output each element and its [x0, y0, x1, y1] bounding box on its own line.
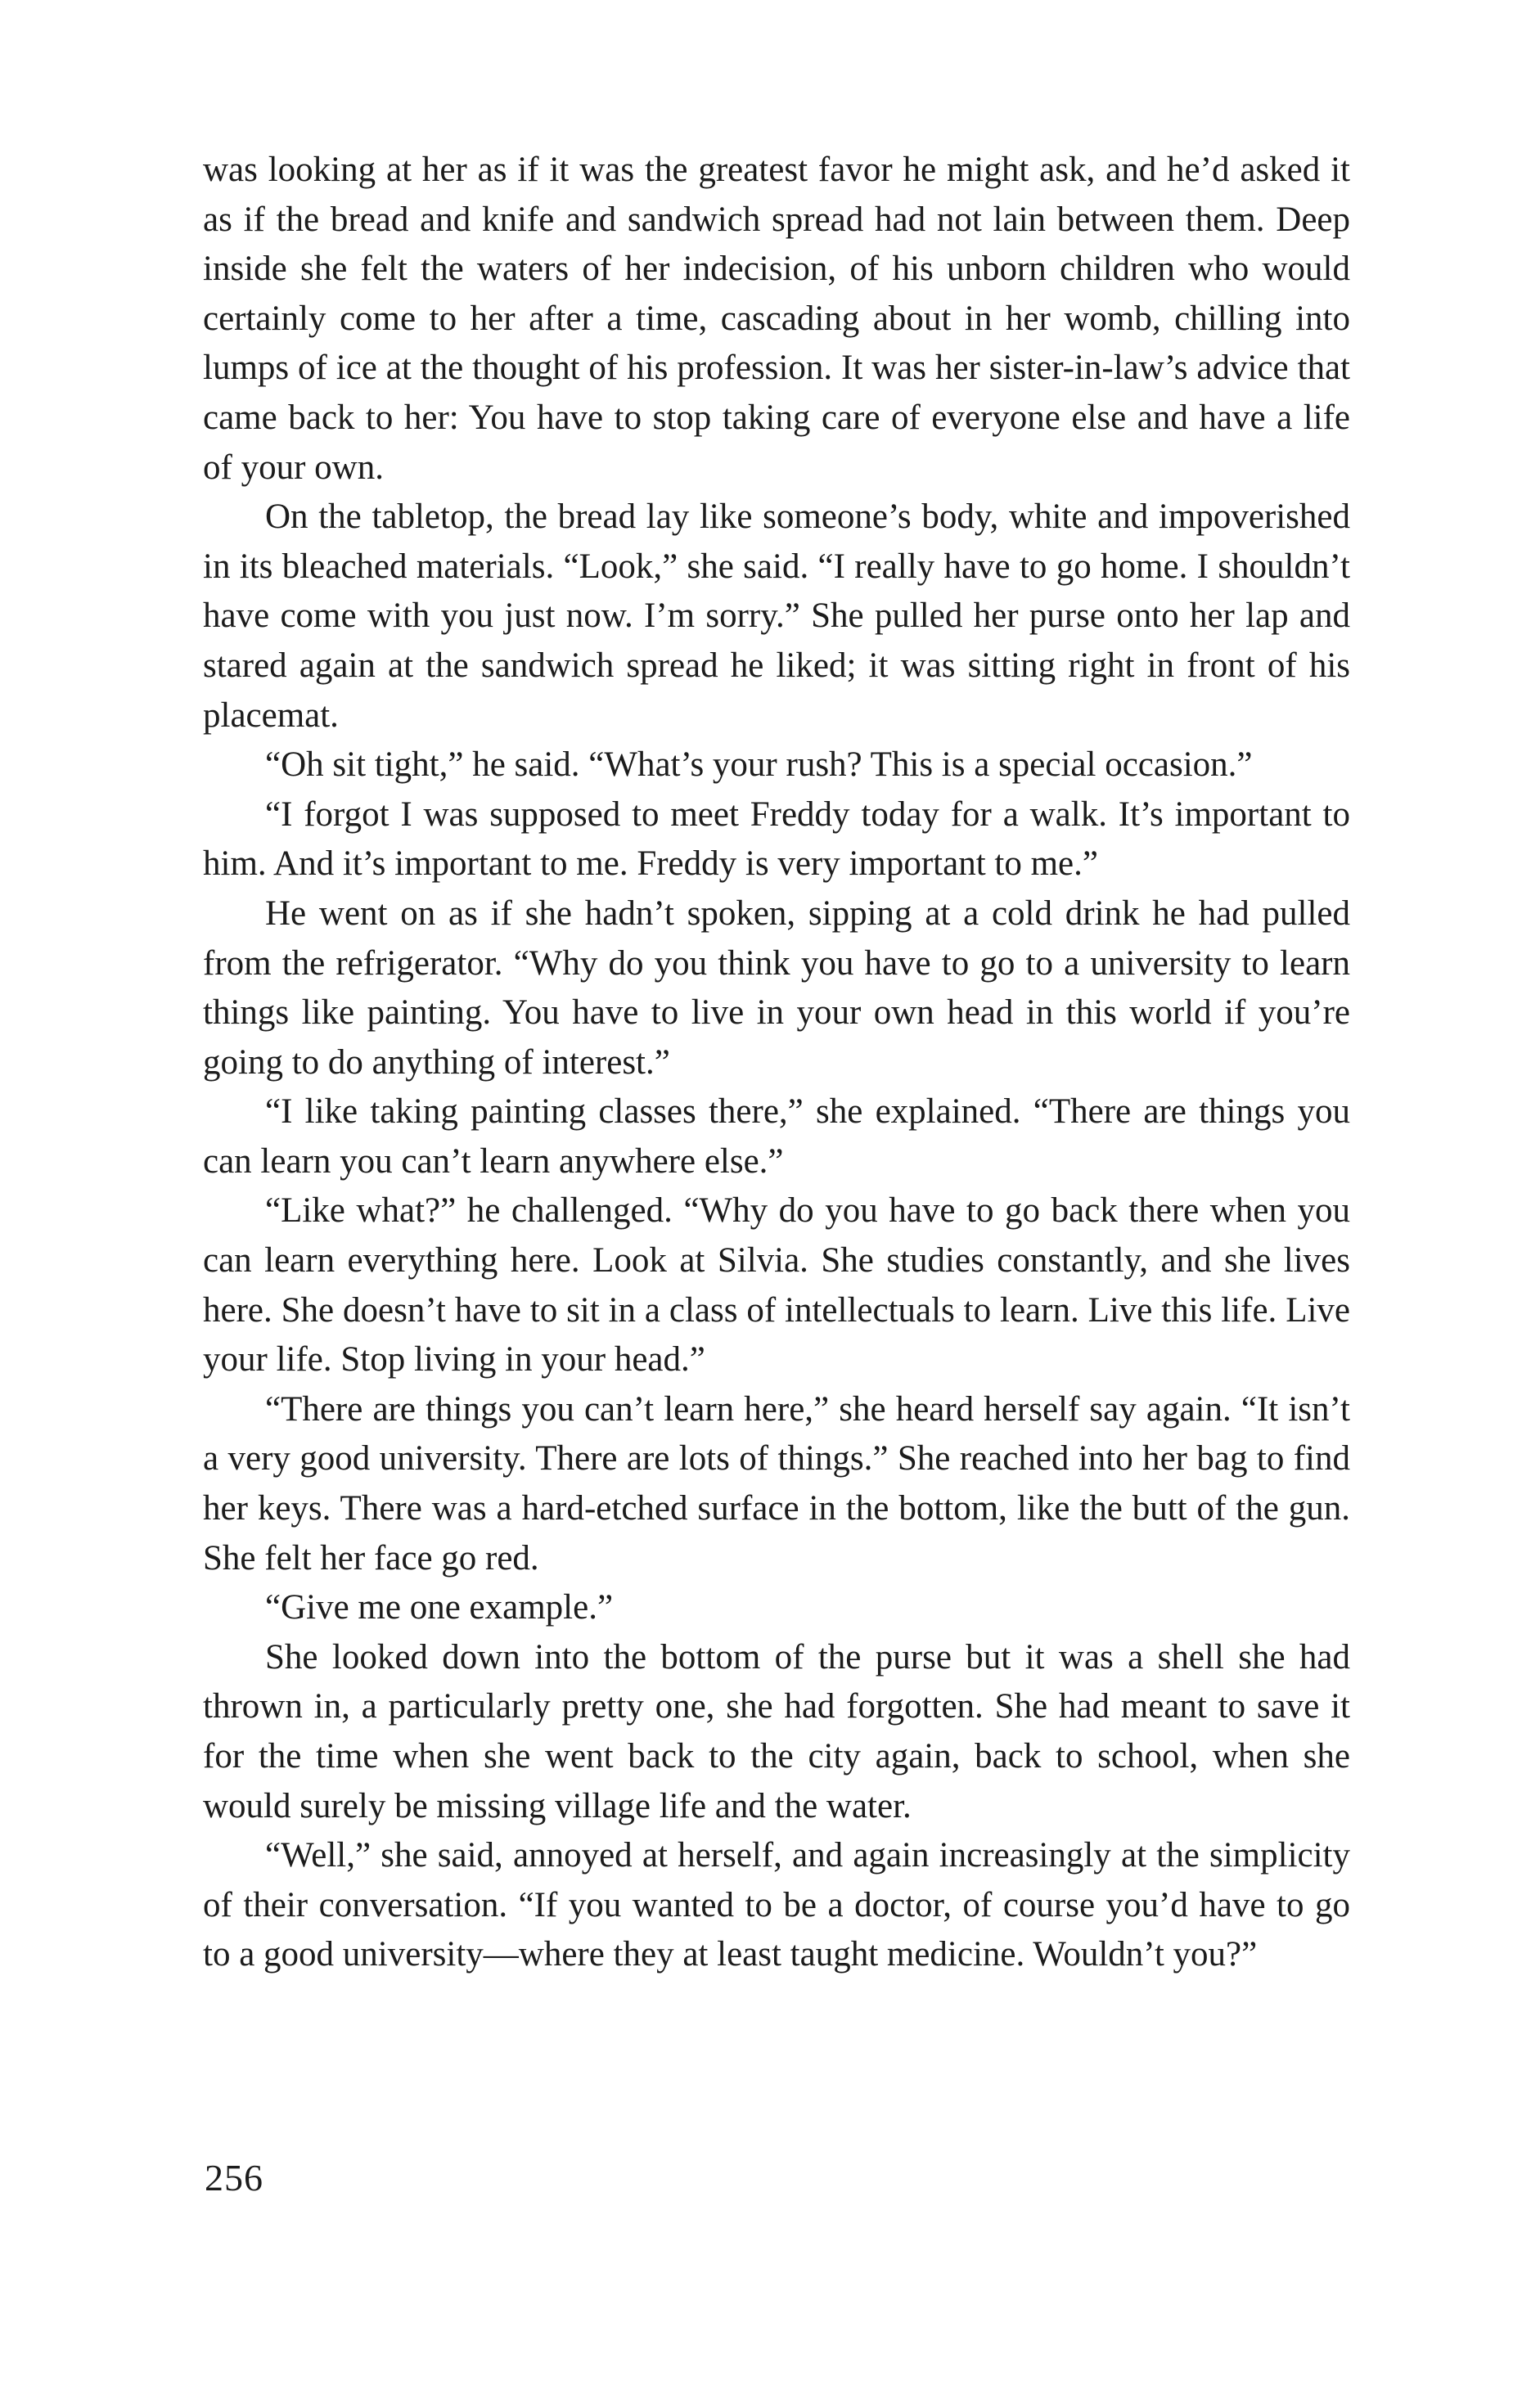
paragraph: “Oh sit tight,” he said. “What’s your rush? This is a special occasion.”	[265, 745, 1253, 785]
page-number: 256	[205, 2157, 263, 2199]
paragraph: “I like taking painting classes there,” she explained. “There are things you can learn you can’t learn anywhere else.”	[203, 1092, 1350, 1181]
paragraph: On the tabletop, the bread lay like someone’s body, white and impoverished in its bleached materials. “Look,” she said. “I really have to go home. I shouldn’t have come with you just now. I’m sorry.” She pulled her purse onto her lap and stared again at the sandwich spread he liked; it was sitting right in front of his placemat.	[203, 497, 1350, 735]
paragraph: “I forgot I was supposed to meet Freddy today for a walk. It’s important to him. And it’s important to me. Freddy is very important to me.”	[203, 794, 1350, 884]
paragraph: “There are things you can’t learn here,” she heard herself say again. “It isn’t a very good university. There are lots of things.” She reached into her bag to find her keys. There was a hard-etched surface in the bottom, like the butt of the gun. She felt her face go red.	[203, 1389, 1350, 1578]
paragraph: “Like what?” he challenged. “Why do you have to go back there when you can learn everything here. Look at Silvia. She studies constantly, and she lives here. She doesn’t have to sit in a class of intellectuals to learn. Live this life. Live your life. Stop living in your head.”	[203, 1191, 1350, 1380]
paragraph: She looked down into the bottom of the purse but it was a shell she had thrown in, a particularly pretty one, she had forgotten. She had meant to save it for the time when she went back to the city again, back to school, when she would surely be missing village life and the water.	[203, 1637, 1350, 1825]
paragraph: “Give me one example.”	[265, 1588, 614, 1627]
paragraph: He went on as if she hadn’t spoken, sipping at a cold drink he had pulled from the refrigerator. “Why do you think you have to go to a university to learn things like painting. You have to live in your own head in this world if you’re going to do anything of interest.”	[203, 893, 1350, 1082]
body-text	[203, 146, 1350, 1980]
paragraph: “Well,” she said, annoyed at herself, and again increasingly at the simplicity of their conversation. “If you wanted to be a doctor, of course you’d have to go to a good university—where they at least taught medicine. Wouldn’t you?”	[203, 1836, 1350, 1974]
paragraph: was looking at her as if it was the greatest favor he might ask, and he’d asked it as if the bread and knife and sandwich spread had not lain between them. Deep inside she felt the waters of her indecision, of his unborn children who would certainly come to her after a time, cascading about in her womb, chilling into lumps of ice at the thought of his profession. It was her sister-in-law’s advice that came back to her: You have to stop taking care of everyone else and have a life of your own.	[203, 151, 1350, 487]
